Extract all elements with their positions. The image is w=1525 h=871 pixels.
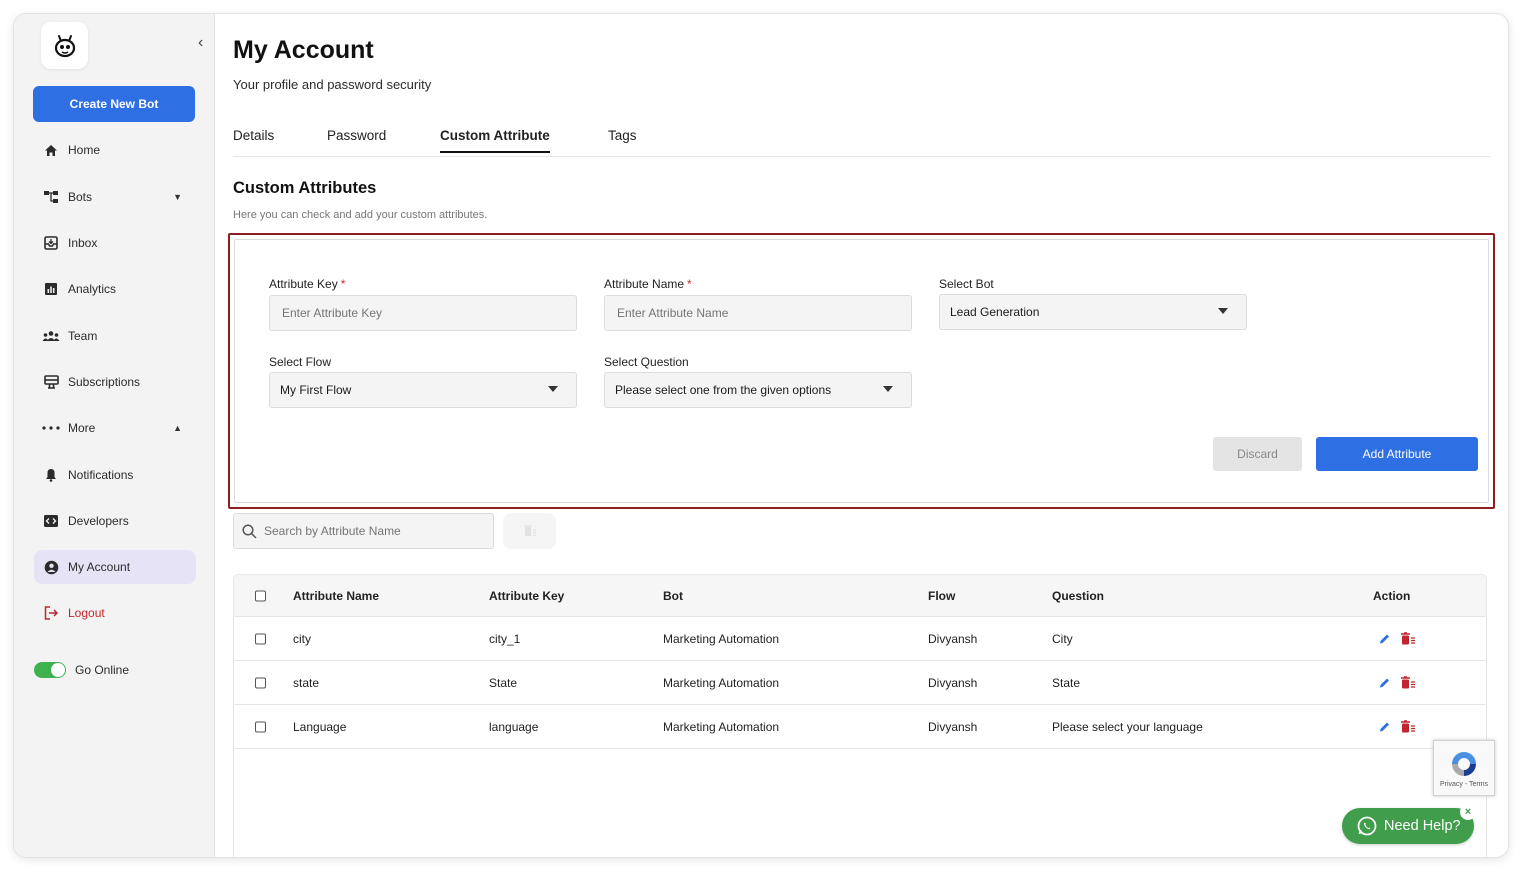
cell-bot: Marketing Automation [663, 675, 780, 690]
edit-icon[interactable] [1378, 632, 1391, 645]
sidebar-item-label: Subscriptions [68, 375, 141, 389]
cell-question: City [1052, 631, 1073, 646]
cell-question: State [1052, 675, 1081, 690]
need-help-button[interactable] [1342, 808, 1474, 844]
sidebar-item-inbox[interactable] [34, 226, 196, 260]
select-flow-value: My First Flow [280, 383, 352, 397]
cell-attribute-name: state [293, 675, 320, 690]
discard-button[interactable]: Discard [1213, 437, 1302, 471]
recaptcha-badge[interactable] [1433, 740, 1495, 796]
search-input[interactable] [264, 524, 484, 538]
row-checkbox[interactable] [255, 721, 266, 732]
bell-icon [42, 466, 60, 484]
table-row [234, 661, 1486, 705]
more-icon [42, 419, 60, 437]
attribute-name-input[interactable] [604, 295, 912, 331]
sidebar-item-home[interactable] [34, 133, 196, 167]
sidebar-item-label: Home [68, 143, 101, 157]
sidebar-item-analytics[interactable] [34, 272, 196, 306]
sidebar-item-label: Team [68, 329, 98, 343]
go-online-row [34, 662, 129, 678]
go-online-label: Go Online [75, 663, 130, 677]
code-icon [42, 512, 60, 530]
sidebar-item-label: Notifications [68, 468, 134, 482]
user-icon [42, 558, 60, 576]
close-help-icon[interactable]: × [1460, 804, 1476, 820]
whatsapp-icon [1356, 815, 1378, 837]
select-bot-value: Lead Generation [950, 305, 1040, 319]
search-icon [242, 524, 257, 539]
delete-icon[interactable] [1400, 720, 1416, 734]
select-bot-dropdown[interactable] [939, 294, 1247, 330]
app-window [14, 14, 1508, 857]
table-row [234, 617, 1486, 661]
cell-attribute-name: city [293, 631, 311, 646]
cell-flow: Divyansh [928, 631, 978, 646]
chevron-up-icon: ▲ [173, 423, 182, 433]
header-bot: Bot [663, 588, 683, 603]
sidebar-item-label: Analytics [68, 282, 117, 296]
attribute-form [234, 239, 1489, 503]
required-mark: * [687, 277, 692, 291]
dropdown-arrow-icon [548, 386, 558, 392]
select-flow-label: Select Flow [269, 355, 332, 369]
table-row [234, 705, 1486, 749]
search-box [233, 513, 494, 549]
select-all-checkbox[interactable] [255, 590, 266, 601]
need-help-label: Need Help? [1384, 818, 1461, 834]
delete-icon [523, 524, 537, 538]
dropdown-arrow-icon [1218, 308, 1228, 314]
bulk-delete-button[interactable] [503, 513, 556, 549]
sidebar-item-label: Inbox [68, 236, 98, 250]
cell-attribute-key: language [489, 719, 539, 734]
select-bot-label: Select Bot [939, 277, 994, 291]
row-checkbox[interactable] [255, 677, 266, 688]
recaptcha-icon [1448, 749, 1480, 779]
header-attribute-key: Attribute Key [489, 588, 565, 603]
attribute-form-highlight [228, 233, 1495, 509]
delete-icon[interactable] [1400, 676, 1416, 690]
attribute-key-label: Attribute Key * [269, 277, 346, 291]
tab-tags[interactable]: Tags [608, 128, 637, 143]
sidebar-item-team[interactable] [34, 319, 196, 353]
cell-attribute-name: Language [293, 719, 347, 734]
tab-custom-attribute[interactable]: Custom Attribute [440, 128, 550, 153]
collapse-sidebar-icon[interactable]: ‹ [198, 34, 204, 51]
app-logo[interactable] [41, 22, 88, 69]
cell-flow: Divyansh [928, 719, 978, 734]
select-question-label: Select Question [604, 355, 689, 369]
header-flow: Flow [928, 588, 956, 603]
header-question: Question [1052, 588, 1105, 603]
bots-icon [42, 188, 60, 206]
page-title: My Account [233, 36, 374, 64]
select-question-value: Please select one from the given options [615, 383, 832, 397]
recaptcha-text[interactable]: Privacy - Terms [1439, 780, 1489, 788]
sidebar-item-subscriptions[interactable] [34, 365, 196, 399]
cell-attribute-key: city_1 [489, 631, 521, 646]
tab-details[interactable]: Details [233, 128, 275, 143]
sidebar-item-label: More [68, 421, 96, 435]
edit-icon[interactable] [1378, 720, 1391, 733]
sidebar-item-label: Developers [68, 514, 129, 528]
tab-password[interactable]: Password [327, 128, 387, 143]
sidebar-item-bots[interactable] [34, 180, 196, 214]
logout-icon [42, 604, 60, 622]
sidebar-item-developers[interactable] [34, 504, 196, 538]
account-tabs [233, 122, 1490, 157]
attribute-name-label: Attribute Name * [604, 277, 692, 291]
cell-flow: Divyansh [928, 675, 978, 690]
cell-bot: Marketing Automation [663, 631, 780, 646]
cell-question: Please select your language [1052, 719, 1203, 734]
required-mark: * [340, 277, 346, 291]
analytics-icon [42, 280, 60, 298]
main-content [215, 14, 1508, 857]
home-icon [42, 141, 60, 159]
sidebar-item-notifications[interactable] [34, 458, 196, 492]
cell-bot: Marketing Automation [663, 719, 780, 734]
table-header [234, 575, 1486, 617]
sidebar-item-my-account[interactable] [34, 550, 196, 584]
header-action: Action [1373, 588, 1411, 603]
team-icon [42, 327, 60, 345]
select-question-dropdown[interactable] [604, 372, 912, 408]
inbox-icon [42, 234, 60, 252]
delete-icon[interactable] [1400, 632, 1416, 646]
sidebar-item-label: My Account [68, 560, 131, 574]
sidebar-item-logout[interactable] [34, 596, 196, 630]
go-online-toggle[interactable] [34, 662, 66, 678]
chevron-down-icon: ▼ [173, 192, 182, 202]
edit-icon[interactable] [1378, 676, 1391, 689]
subscriptions-icon [42, 373, 60, 391]
section-title: Custom Attributes [233, 179, 377, 197]
cell-attribute-key: State [489, 675, 518, 690]
row-checkbox[interactable] [255, 633, 266, 644]
page-subtitle: Your profile and password security [233, 77, 432, 92]
section-subtitle: Here you can check and add your custom attributes. [233, 209, 488, 221]
attribute-key-input[interactable] [269, 295, 577, 331]
dropdown-arrow-icon [883, 386, 893, 392]
select-flow-dropdown[interactable] [269, 372, 577, 408]
header-attribute-name: Attribute Name [293, 588, 380, 603]
sidebar-item-more[interactable] [34, 411, 196, 445]
attributes-table [233, 574, 1487, 857]
create-new-bot-button[interactable]: Create New Bot [33, 86, 195, 122]
robot-logo-icon [52, 33, 78, 59]
sidebar [14, 14, 215, 857]
sidebar-item-label: Logout [68, 606, 105, 620]
add-attribute-button[interactable]: Add Attribute [1316, 437, 1478, 471]
sidebar-item-label: Bots [68, 190, 93, 204]
